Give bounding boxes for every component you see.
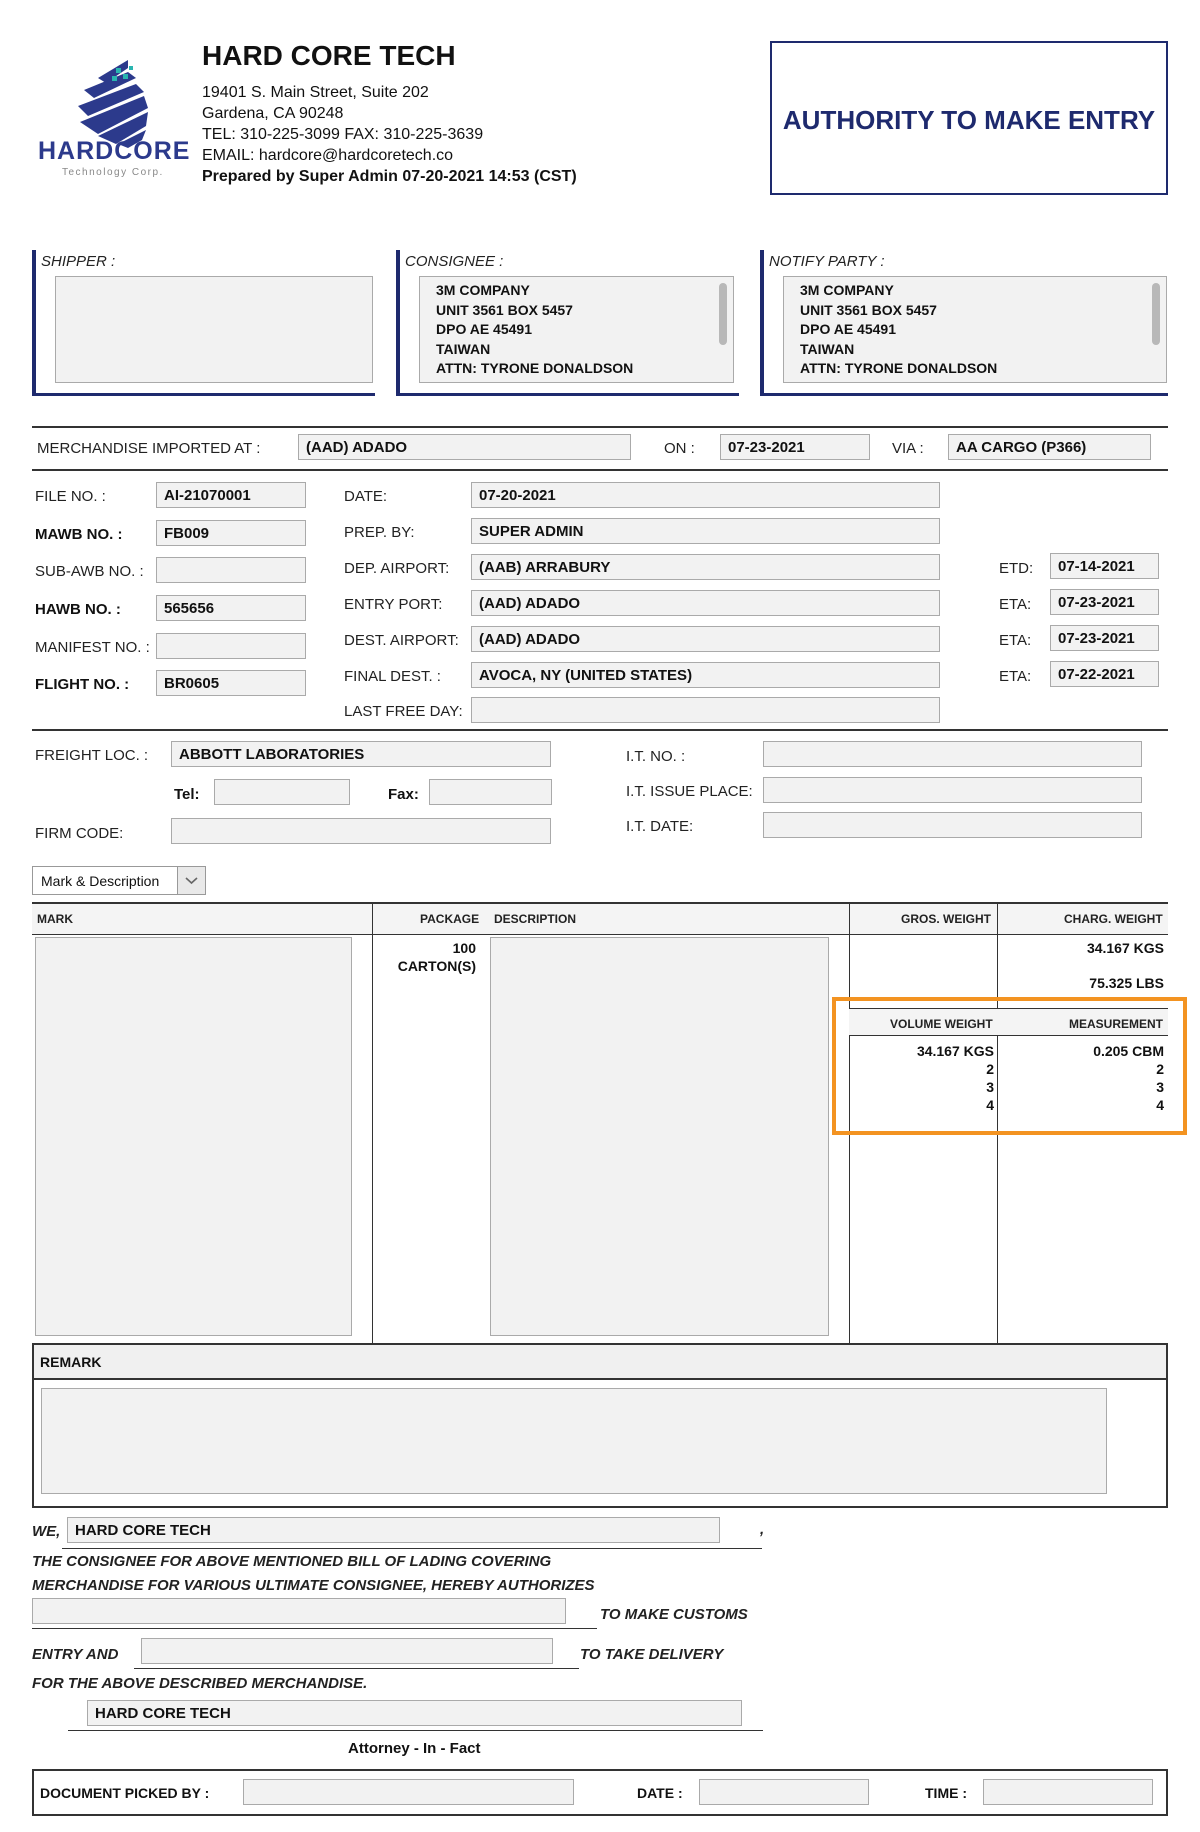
measurement-value: 2 xyxy=(1156,1061,1164,1077)
flight-no-field[interactable]: BR0605 xyxy=(156,670,306,696)
charg-weight-lbs: 75.325 LBS xyxy=(1089,975,1164,991)
pickup-date-field[interactable] xyxy=(699,1779,869,1805)
prep-by-field[interactable]: SUPER ADMIN xyxy=(471,518,940,544)
consignee-line: ATTN: TYRONE DONALDSON xyxy=(436,360,634,376)
package-header: PACKAGE xyxy=(420,912,480,926)
notify-label: NOTIFY PARTY : xyxy=(769,253,885,270)
company-address-2: Gardena, CA 90248 xyxy=(202,105,344,122)
vline xyxy=(372,902,373,1343)
attorney-field[interactable]: HARD CORE TECH xyxy=(87,1700,742,1726)
notify-box xyxy=(760,250,1168,396)
file-no-label: FILE NO. : xyxy=(35,488,106,505)
prep-by-label: PREP. BY: xyxy=(344,524,415,541)
eta-label: ETA: xyxy=(999,668,1032,685)
hardcore-logo-icon xyxy=(36,56,196,181)
remark-label: REMARK xyxy=(40,1354,102,1370)
highlight-box xyxy=(832,997,1187,1135)
notify-line: 3M COMPANY xyxy=(800,282,894,298)
on-label: ON : xyxy=(664,440,695,457)
hawb-no-label: HAWB NO. : xyxy=(35,601,121,618)
authorization-text-3: FOR THE ABOVE DESCRIBED MERCHANDISE. xyxy=(32,1675,368,1692)
consignee-scrollbar[interactable] xyxy=(719,283,727,345)
to-make-customs-label: TO MAKE CUSTOMS xyxy=(600,1606,748,1623)
description-textarea[interactable] xyxy=(490,937,829,1336)
we-comma: , xyxy=(760,1521,765,1538)
company-email: EMAIL: hardcore@hardcoretech.co xyxy=(202,147,454,164)
it-issue-place-field[interactable] xyxy=(763,777,1142,803)
company-telfax: TEL: 310-225-3099 FAX: 310-225-3639 xyxy=(202,126,484,143)
etd-field[interactable]: 07-14-2021 xyxy=(1050,553,1159,579)
volume-weight-value: 34.167 KGS xyxy=(916,1043,994,1059)
notify-scrollbar[interactable] xyxy=(1152,283,1160,345)
final-dest-label: FINAL DEST. : xyxy=(344,668,441,685)
divider xyxy=(32,469,1168,471)
consignee-line: 3M COMPANY xyxy=(436,282,530,298)
notify-line: UNIT 3561 BOX 5457 xyxy=(800,301,937,318)
entry-and-field[interactable] xyxy=(141,1638,553,1664)
package-unit: CARTON(S) xyxy=(397,958,476,974)
tel-label: Tel: xyxy=(174,786,200,803)
mark-textarea[interactable] xyxy=(35,937,352,1336)
shipper-box xyxy=(32,250,375,396)
dest-airport-field[interactable]: (AAD) ADADO xyxy=(471,626,940,652)
firm-code-label: FIRM CODE: xyxy=(35,825,124,842)
mawb-no-label: MAWB NO. : xyxy=(35,526,123,543)
remark-box xyxy=(32,1343,1168,1508)
mawb-no-field[interactable]: FB009 xyxy=(156,520,306,546)
doc-title-box xyxy=(770,41,1168,195)
attorney-in-fact-label: Attorney - In - Fact xyxy=(348,1740,481,1757)
shipper-textarea[interactable] xyxy=(55,276,373,383)
merchandise-imported-label: MERCHANDISE IMPORTED AT : xyxy=(37,440,261,457)
merchandise-imported-field[interactable]: (AAD) ADADO xyxy=(298,434,631,460)
dep-airport-label: DEP. AIRPORT: xyxy=(344,560,450,577)
via-label: VIA : xyxy=(892,440,924,457)
dep-airport-field[interactable]: (AAB) ARRABURY xyxy=(471,554,940,580)
eta-field[interactable]: 07-22-2021 xyxy=(1050,661,1159,687)
final-dest-field[interactable]: AVOCA, NY (UNITED STATES) xyxy=(471,662,940,688)
manifest-no-label: MANIFEST NO. : xyxy=(35,639,150,656)
fax-field[interactable] xyxy=(429,779,552,805)
we-label: WE, xyxy=(32,1523,61,1540)
doc-title: AUTHORITY TO MAKE ENTRY xyxy=(782,105,1156,135)
gros-weight-header: GROS. WEIGHT xyxy=(901,912,991,926)
divider xyxy=(32,426,1168,428)
it-date-label: I.T. DATE: xyxy=(626,818,694,835)
via-field[interactable]: AA CARGO (P366) xyxy=(948,434,1151,460)
pickup-box xyxy=(32,1769,1168,1816)
notify-line: ATTN: TYRONE DONALDSON xyxy=(800,360,998,376)
consignee-textarea[interactable] xyxy=(419,276,734,383)
remark-header xyxy=(34,1345,1166,1380)
it-no-field[interactable] xyxy=(763,741,1142,767)
underline xyxy=(134,1668,579,1669)
underline xyxy=(68,1730,763,1731)
entry-and-label: ENTRY AND xyxy=(32,1646,119,1663)
date-label: DATE: xyxy=(344,488,388,505)
document-picked-by-field[interactable] xyxy=(243,1779,574,1805)
flight-no-label: FLIGHT NO. : xyxy=(35,676,130,693)
authorization-text-1: THE CONSIGNEE FOR ABOVE MENTIONED BILL OF LADING COVERING xyxy=(32,1553,552,1570)
last-free-day-label: LAST FREE DAY: xyxy=(344,703,463,720)
measurement-value: 4 xyxy=(1156,1097,1164,1113)
etd-label: ETD: xyxy=(999,560,1034,577)
measurement-value: 3 xyxy=(1156,1079,1164,1095)
consignee-line: DPO AE 45491 xyxy=(436,321,532,337)
measurement-header: MEASUREMENT xyxy=(1069,1017,1164,1031)
charg-weight-kgs: 34.167 KGS xyxy=(1086,940,1164,956)
underline xyxy=(62,1548,762,1549)
consignee-line: UNIT 3561 BOX 5457 xyxy=(436,301,573,318)
shipper-label: SHIPPER : xyxy=(41,253,116,270)
it-no-label: I.T. NO. : xyxy=(626,748,686,765)
entry-port-label: ENTRY PORT: xyxy=(344,596,443,613)
document-picked-by-label: DOCUMENT PICKED BY : xyxy=(40,1785,210,1801)
fax-label: Fax: xyxy=(388,786,419,803)
volume-weight-value: 4 xyxy=(986,1097,994,1113)
date-field[interactable]: 07-20-2021 xyxy=(471,482,940,508)
we-field[interactable]: HARD CORE TECH xyxy=(67,1517,720,1543)
charg-weight-header: CHARG. WEIGHT xyxy=(1064,912,1163,926)
volume-weight-value: 3 xyxy=(986,1079,994,1095)
chevron-down-icon[interactable] xyxy=(177,867,205,894)
package-qty: 100 xyxy=(452,940,476,956)
consignee-box xyxy=(396,250,739,396)
eta-label: ETA: xyxy=(999,596,1032,613)
on-date-field[interactable]: 07-23-2021 xyxy=(720,434,870,460)
eta-label: ETA: xyxy=(999,632,1032,649)
underline xyxy=(32,1628,597,1629)
sub-awb-no-field[interactable] xyxy=(156,557,306,583)
notify-line: DPO AE 45491 xyxy=(800,321,896,337)
eta-field[interactable]: 07-23-2021 xyxy=(1050,589,1159,615)
notify-textarea[interactable] xyxy=(783,276,1167,383)
logo-wordmark: HARDCORE xyxy=(38,137,191,165)
authorization-text-2: MERCHANDISE FOR VARIOUS ULTIMATE CONSIGNEE, HEREBY AUTHORIZES xyxy=(32,1577,595,1594)
it-issue-place-label: I.T. ISSUE PLACE: xyxy=(626,783,753,800)
last-free-day-field[interactable] xyxy=(471,697,940,723)
company-address-1: 19401 S. Main Street, Suite 202 xyxy=(202,84,429,101)
notify-line: TAIWAN xyxy=(800,340,855,357)
hawb-no-field[interactable]: 565656 xyxy=(156,595,306,621)
mark-description-select-value: Mark & Description xyxy=(41,873,160,889)
file-no-field[interactable]: AI-21070001 xyxy=(156,482,306,508)
pickup-time-label: TIME : xyxy=(925,1785,967,1801)
manifest-no-field[interactable] xyxy=(156,633,306,659)
customs-agent-field[interactable] xyxy=(32,1598,566,1624)
logo-subtitle: Technology Corp. xyxy=(62,167,164,178)
consignee-label: CONSIGNEE : xyxy=(405,253,504,270)
company-logo xyxy=(36,56,196,181)
tel-field[interactable] xyxy=(214,779,350,805)
pickup-time-field[interactable] xyxy=(983,1779,1153,1805)
company-name: HARD CORE TECH xyxy=(202,40,456,71)
volume-weight-value: 2 xyxy=(986,1061,994,1077)
volume-weight-header: VOLUME WEIGHT xyxy=(890,1017,993,1031)
eta-field[interactable]: 07-23-2021 xyxy=(1050,625,1159,651)
mark-header: MARK xyxy=(37,912,73,926)
freight-loc-field[interactable]: ABBOTT LABORATORIES xyxy=(171,741,551,767)
entry-port-field[interactable]: (AAD) ADADO xyxy=(471,590,940,616)
firm-code-field[interactable] xyxy=(171,818,551,844)
divider xyxy=(32,729,1168,731)
prepared-by: Prepared by Super Admin 07-20-2021 14:53 (CST) xyxy=(202,168,577,185)
mark-description-select[interactable] xyxy=(32,866,206,895)
measurement-value: 0.205 CBM xyxy=(1093,1043,1164,1059)
freight-loc-label: FREIGHT LOC. : xyxy=(35,747,149,764)
pickup-date-label: DATE : xyxy=(637,1785,683,1801)
sub-awb-no-label: SUB-AWB NO. : xyxy=(35,563,144,580)
dest-airport-label: DEST. AIRPORT: xyxy=(344,632,459,649)
it-date-field[interactable] xyxy=(763,812,1142,838)
remark-textarea[interactable] xyxy=(41,1388,1107,1494)
to-take-delivery-label: TO TAKE DELIVERY xyxy=(580,1646,724,1663)
consignee-line: TAIWAN xyxy=(436,340,491,357)
description-header: DESCRIPTION xyxy=(494,912,577,926)
